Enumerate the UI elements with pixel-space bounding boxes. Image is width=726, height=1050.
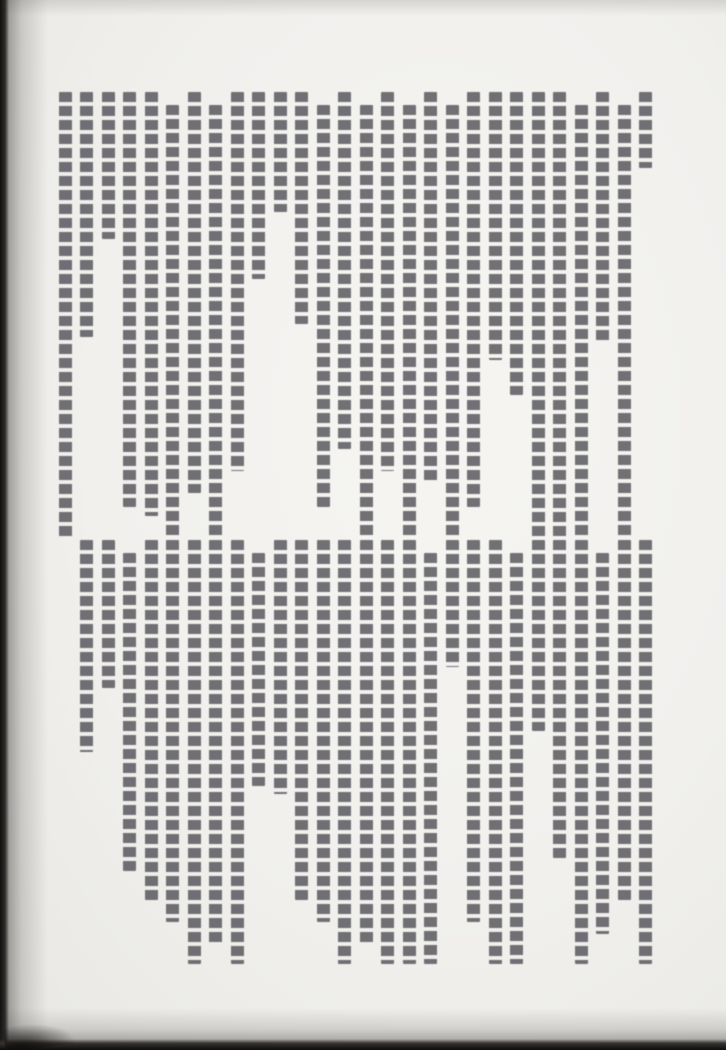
redacted-text-column bbox=[553, 540, 566, 858]
redacted-text-column bbox=[80, 92, 93, 337]
redacted-text-column bbox=[231, 540, 244, 964]
redacted-text-column bbox=[145, 540, 158, 900]
redacted-text-column bbox=[639, 92, 652, 168]
redacted-text-column bbox=[123, 92, 136, 507]
redacted-text-column bbox=[424, 92, 437, 484]
redacted-text-column bbox=[188, 540, 201, 964]
redacted-text-column bbox=[489, 92, 502, 360]
redacted-text-column bbox=[510, 553, 523, 964]
redacted-text-column bbox=[209, 540, 222, 943]
redacted-text-column bbox=[338, 540, 351, 964]
redacted-text-column bbox=[59, 92, 72, 538]
redacted-text-column bbox=[446, 105, 459, 538]
redacted-text-column bbox=[618, 540, 631, 900]
redacted-text-column bbox=[145, 92, 158, 516]
redacted-text-column bbox=[639, 540, 652, 964]
redacted-text-column bbox=[575, 105, 588, 538]
redacted-text-column bbox=[618, 105, 631, 538]
redacted-text-column bbox=[381, 92, 394, 471]
page-edge-left bbox=[0, 0, 9, 1050]
redacted-text-column bbox=[338, 92, 351, 449]
redacted-text-column bbox=[102, 540, 115, 688]
scan-shadow-top bbox=[0, 0, 726, 16]
bottom-text-block bbox=[80, 540, 652, 964]
redacted-text-column bbox=[532, 92, 545, 538]
top-text-block bbox=[59, 92, 653, 538]
redacted-text-column bbox=[510, 92, 523, 395]
redacted-text-column bbox=[317, 105, 330, 506]
redacted-text-column bbox=[403, 540, 416, 964]
redacted-text-column bbox=[166, 105, 179, 538]
redacted-text-column bbox=[467, 540, 480, 922]
redacted-text-column bbox=[446, 540, 459, 667]
redacted-text-column bbox=[252, 553, 265, 786]
redacted-text-column bbox=[231, 92, 244, 471]
redacted-text-column bbox=[360, 105, 373, 538]
redacted-text-column bbox=[575, 540, 588, 964]
redacted-text-column bbox=[596, 553, 609, 935]
redacted-text-column bbox=[166, 540, 179, 922]
redacted-text-column bbox=[102, 92, 115, 239]
page-edge-bottom bbox=[0, 1039, 726, 1050]
redacted-text-column bbox=[295, 540, 308, 900]
redacted-text-column bbox=[123, 553, 136, 871]
redacted-text-column bbox=[252, 92, 265, 279]
redacted-text-column bbox=[295, 92, 308, 324]
redacted-text-column bbox=[489, 540, 502, 964]
redacted-text-column bbox=[274, 92, 287, 212]
redacted-text-column bbox=[532, 540, 545, 731]
redacted-text-column bbox=[274, 540, 287, 794]
redacted-text-column bbox=[317, 540, 330, 922]
redacted-text-column bbox=[467, 92, 480, 507]
redacted-text-column bbox=[424, 553, 437, 964]
redacted-text-column bbox=[403, 105, 416, 538]
redacted-text-column bbox=[596, 92, 609, 342]
redacted-text-column bbox=[381, 540, 394, 964]
redacted-text-column bbox=[80, 540, 93, 752]
redacted-text-column bbox=[553, 92, 566, 538]
redacted-text-column bbox=[360, 540, 373, 943]
redacted-text-column bbox=[188, 92, 201, 493]
redacted-text-column bbox=[209, 105, 222, 538]
